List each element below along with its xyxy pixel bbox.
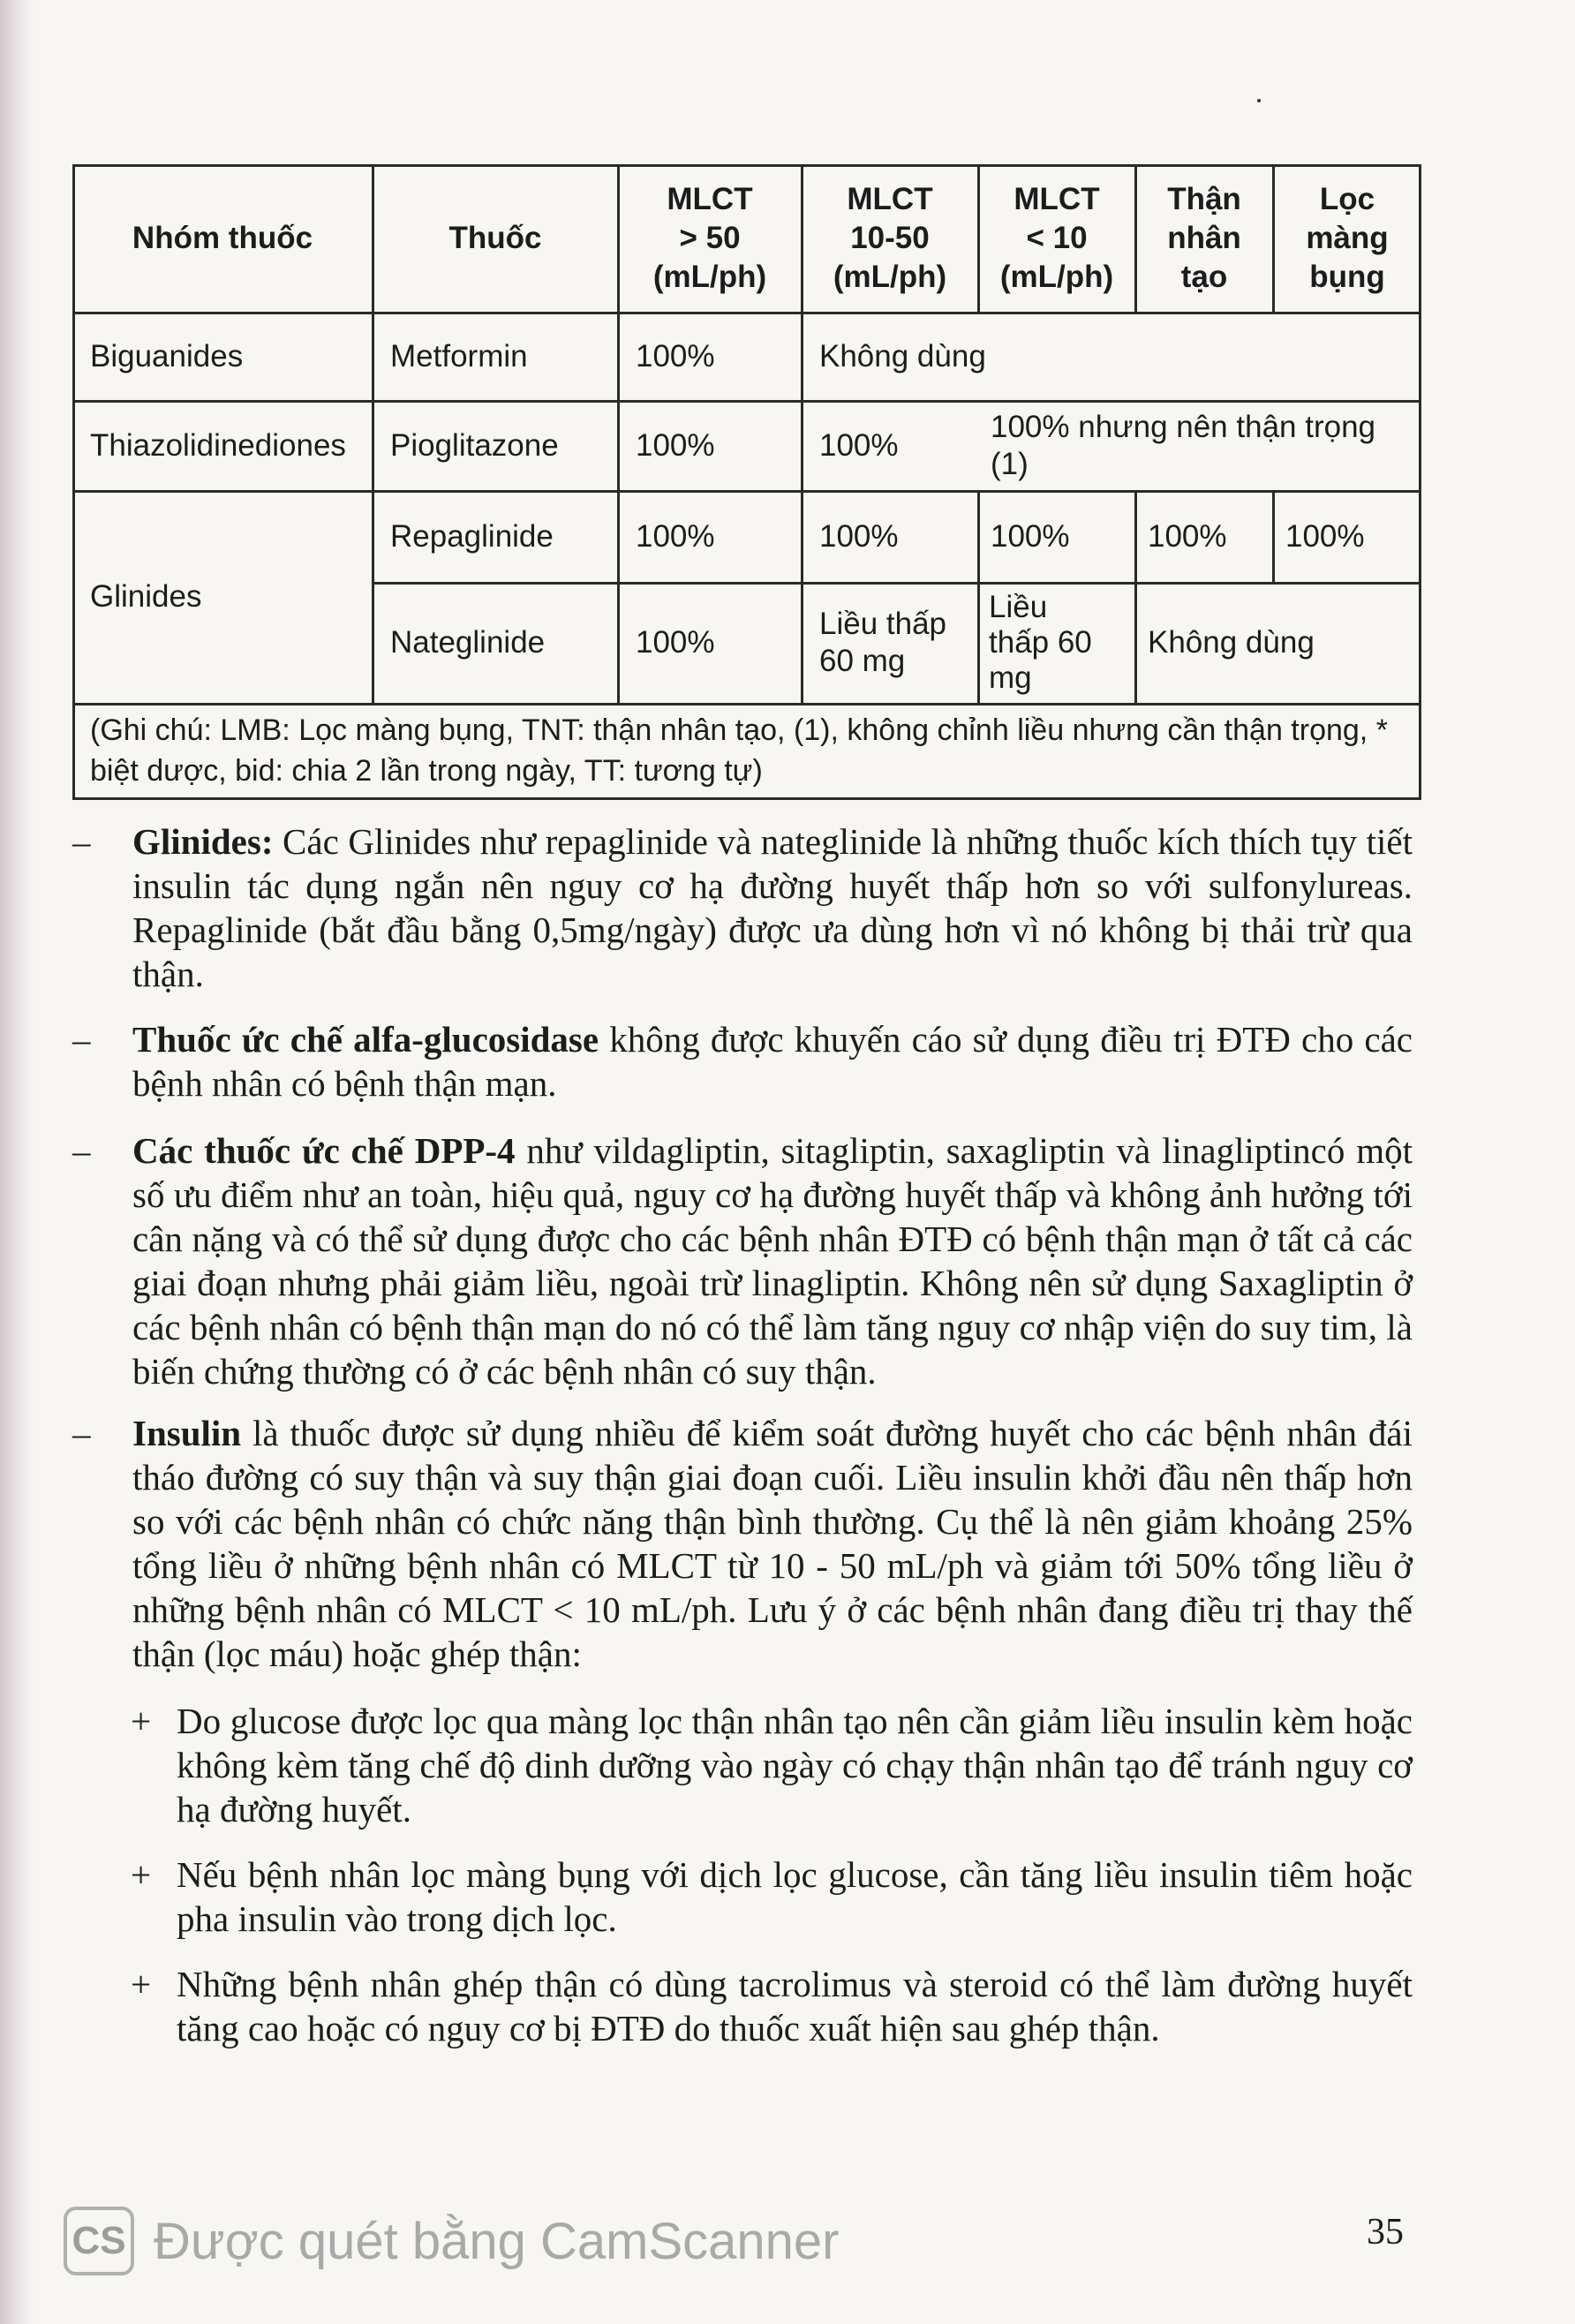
sub-item-text: Những bệnh nhân ghép thận có dùng tacrolimus và steroid có thể làm đường huyết tăng cao hoặc có nguy cơ bị ĐTĐ do thuốc xuất hiện sau ghép thận. xyxy=(177,1964,1413,2049)
page-edge xyxy=(0,0,34,2324)
header-mlct-10-50: MLCT 10-50 (mL/ph) xyxy=(833,182,947,294)
sub-item-mark: + xyxy=(131,1964,152,2004)
watermark-text: Được quét bằng CamScanner xyxy=(154,2212,840,2270)
sub-item-mark: + xyxy=(131,1854,152,1895)
sub-item-text: Nếu bệnh nhân lọc màng bụng với dịch lọc glucose, cần tăng liều insulin tiêm hoặc pha insulin vào trong dịch lọc. xyxy=(177,1854,1413,1939)
row-tzd-drug: Pioglitazone xyxy=(390,428,559,463)
grid-line xyxy=(72,164,75,800)
grid-line xyxy=(72,490,1421,493)
grid-line xyxy=(977,164,980,314)
row-nateglinide-lt10: Liều thấp 60 mg xyxy=(989,590,1092,695)
row-tzd-mid: 100% xyxy=(819,428,899,463)
header-mlct-lt10: MLCT < 10 (mL/ph) xyxy=(999,182,1114,294)
bullet-dash: – xyxy=(72,1413,91,1453)
header-peritoneal: Lọc màng bụng xyxy=(1306,182,1389,294)
row-repaglinide-pd: 100% xyxy=(1285,519,1365,554)
grid-line xyxy=(1419,164,1421,800)
bullet-text: Các Glinides như repaglinide và nateglinide là những thuốc kích thích tụy tiết insulin tác dụng ngắn nên nguy cơ hạ đường huyết thấp hơn so với sulfonylureas. Repaglinide (bắt đầu bằng 0,5mg/ngày) được ưa dùng hơn vì nó không bị thải trừ qua thận. xyxy=(132,821,1413,994)
bullet-term: Các thuốc ức chế DPP-4 xyxy=(132,1130,516,1171)
header-mlct-gt50: MLCT > 50 (mL/ph) xyxy=(652,182,767,294)
grid-line xyxy=(72,797,1421,800)
row-biguanides-drug: Metformin xyxy=(390,339,528,374)
header-drug: Thuốc xyxy=(448,221,542,255)
row-repaglinide-hd: 100% xyxy=(1148,519,1227,554)
page-number: 35 xyxy=(1367,2212,1404,2252)
grid-line xyxy=(977,490,980,705)
row-repaglinide-gt50: 100% xyxy=(636,519,715,554)
row-biguanides-group: Biguanides xyxy=(90,339,244,374)
grid-line xyxy=(372,164,374,705)
bullet-term: Glinides: xyxy=(132,821,274,862)
row-biguanides-gt50: 100% xyxy=(636,339,715,374)
sub-item-mark: + xyxy=(131,1701,152,1741)
bullet-text: là thuốc được sử dụng nhiều để kiểm soát đường huyết cho các bệnh nhân đái tháo đường có suy thận và suy thận giai đoạn cuối. Liều insulin khởi đầu nên thấp hơn so với các bệnh nhân có chức năng thận bình thường. Cụ thể là nên giảm khoảng 25% tổng liều ở những bệnh nhân có MLCT từ 10 - 50 mL/ph và giảm tới 50% tổng liều ở những bệnh nhân có MLCT < 10 mL/ph. Lưu ý ở các bệnh nhân đang điều trị thay thế thận (lọc máu) hoặc ghép thận: xyxy=(132,1413,1413,1674)
grid-line xyxy=(1272,490,1275,584)
bullet-term: Insulin xyxy=(132,1413,242,1453)
row-nateglinide-drug: Nateglinide xyxy=(390,625,546,660)
row-nateglinide-gt50: 100% xyxy=(636,625,715,660)
grid-line xyxy=(1134,164,1137,314)
row-nateglinide-rest: Không dùng xyxy=(1148,625,1315,660)
grid-line xyxy=(373,582,1421,585)
header-hemodialysis: Thận nhân tạo xyxy=(1167,182,1241,294)
row-tzd-group: Thiazolidinediones xyxy=(90,428,346,463)
row-repaglinide-mid: 100% xyxy=(819,519,899,554)
row-repaglinide-lt10: 100% xyxy=(991,519,1070,554)
bullet-text: như vildagliptin, sitagliptin, saxagliptin và linagliptincó một số ưu điểm như an toàn, hiệu quả, nguy cơ hạ đường huyết thấp và không ảnh hưởng tới cân nặng và có thể sử dụng được cho các bệnh nhân ĐTĐ có bệnh thận mạn ở tất cả các giai đoạn nhưng phải giảm liều, ngoài trừ linagliptin. Không nên sử dụng Saxagliptin ở các bệnh nhân có bệnh thận mạn do nó có thể làm tăng nguy cơ nhập viện do suy tim, là biến chứng thường có ở các bệnh nhân có suy thận. xyxy=(132,1130,1413,1392)
bullet-term: Thuốc ức chế alfa-glucosidase xyxy=(132,1019,599,1060)
row-tzd-gt50: 100% xyxy=(636,428,715,463)
bullet-dash: – xyxy=(72,821,91,862)
bullet-dash: – xyxy=(72,1019,91,1060)
grid-line xyxy=(1134,490,1137,705)
speck xyxy=(1257,99,1261,102)
row-tzd-rest: 100% nhưng nên thận trọng (1) xyxy=(991,410,1375,481)
bullet-text: không được khuyến cáo sử dụng điều trị ĐTĐ cho các bệnh nhân có bệnh thận mạn. xyxy=(132,1019,1413,1104)
row-nateglinide-mid: Liều thấp 60 mg xyxy=(819,607,947,678)
camscanner-logo-icon: CS xyxy=(64,2207,134,2275)
row-repaglinide-drug: Repaglinide xyxy=(390,519,554,554)
sub-item-text: Do glucose được lọc qua màng lọc thận nhân tạo nên cần giảm liều insulin kèm hoặc không kèm tăng chế độ dinh dưỡng vào ngày có chạy thận nhân tạo để tránh nguy cơ hạ đường huyết. xyxy=(177,1701,1413,1830)
camscanner-watermark xyxy=(64,2206,840,2276)
bullet-dash: – xyxy=(72,1130,91,1171)
grid-line xyxy=(72,164,1421,167)
row-glinides-group: Glinides xyxy=(90,579,202,614)
grid-line xyxy=(617,164,620,705)
grid-line xyxy=(72,400,1421,403)
renal-dosing-table xyxy=(72,164,1421,800)
grid-line xyxy=(72,703,1421,706)
grid-line xyxy=(72,312,1421,314)
header-group: Nhóm thuốc xyxy=(132,221,313,255)
grid-line xyxy=(1272,164,1275,314)
grid-line xyxy=(801,164,803,705)
table-note: (Ghi chú: LMB: Lọc màng bụng, TNT: thận nhân tạo, (1), không chỉnh liều nhưng cần thận trọng, * biệt dược, bid: chia 2 lần trong ngày, TT: tương tự) xyxy=(90,713,1388,788)
row-biguanides-rest: Không dùng xyxy=(819,339,986,374)
